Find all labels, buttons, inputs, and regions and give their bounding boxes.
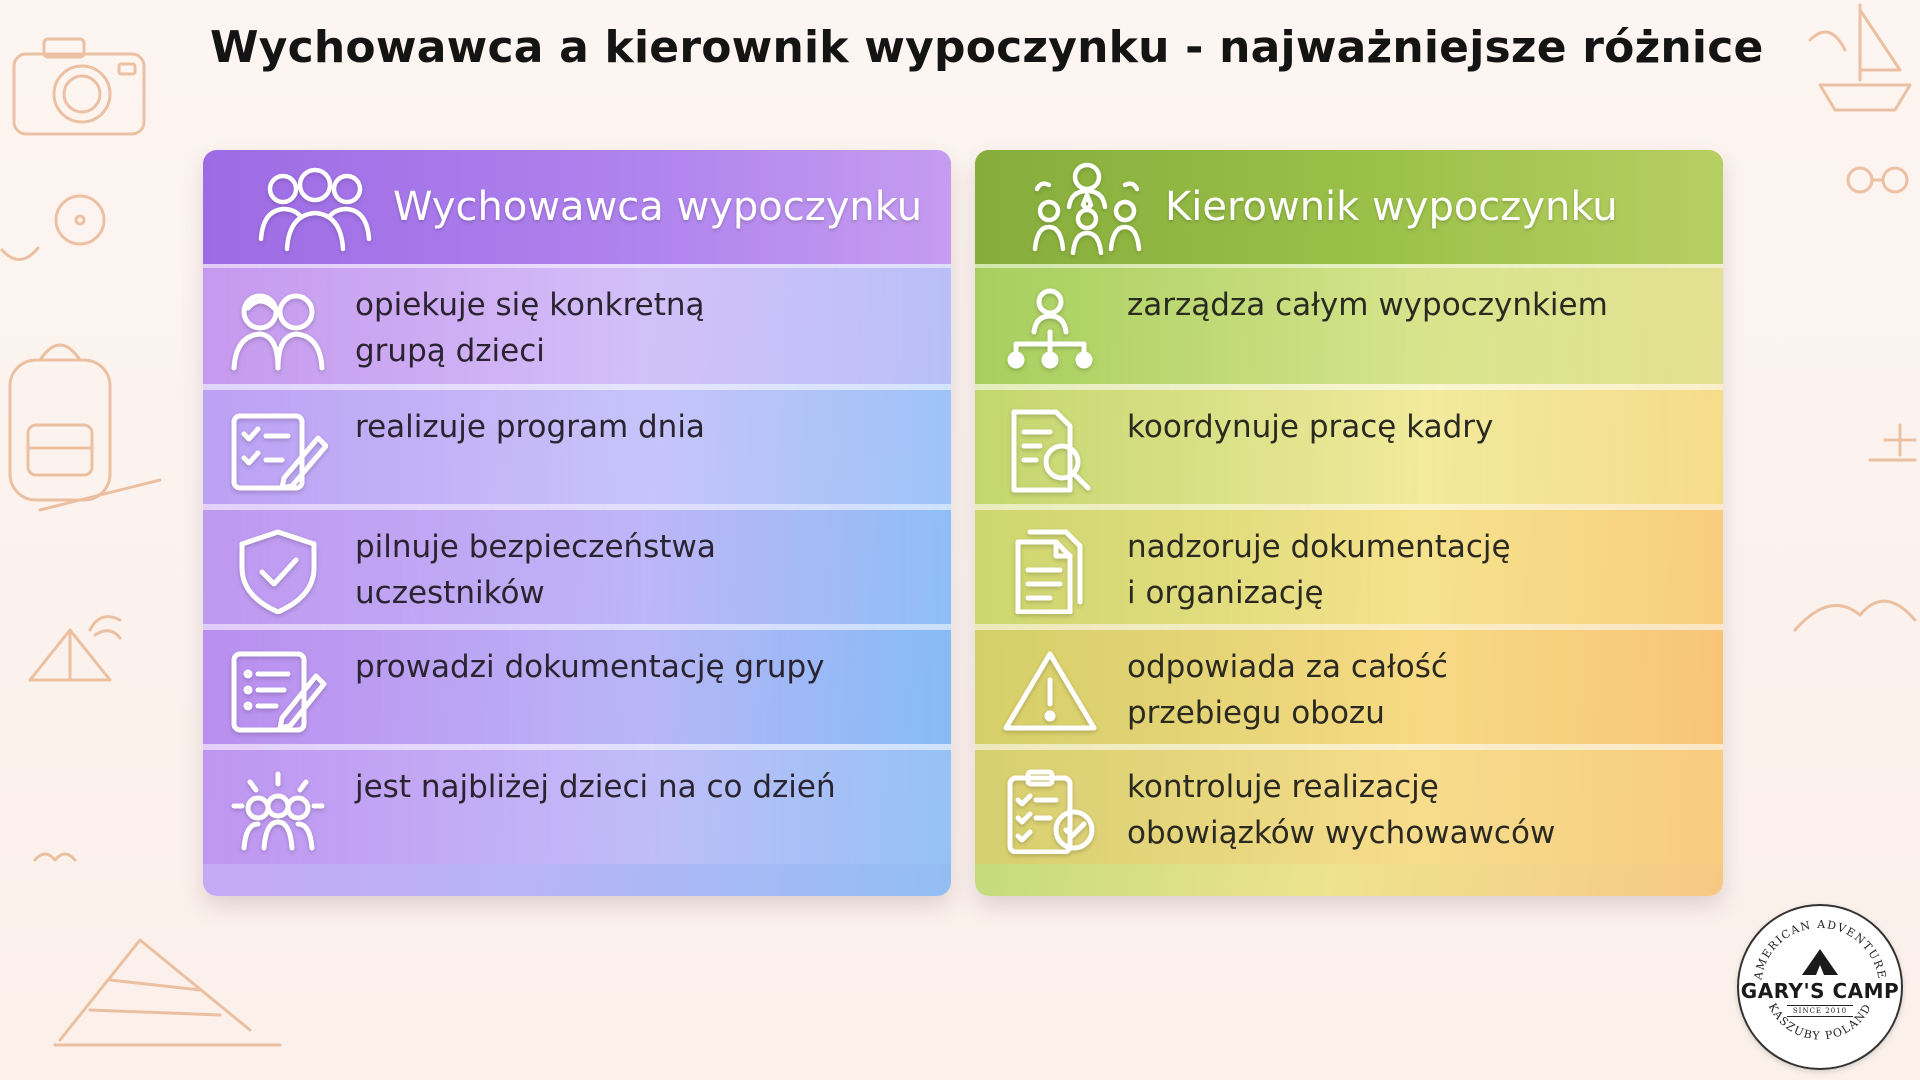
cup-doodle-icon [1860,410,1920,470]
item-text-line: pilnuje bezpieczeństwa [355,529,716,565]
bird-doodle-icon [30,840,90,870]
educator-item-4 [203,624,951,744]
warning-triangle-icon [1000,648,1100,734]
manager-item-5 [975,744,1723,864]
circles-doodle-icon [0,190,120,280]
sailboat-doodle-icon [1800,0,1920,120]
logo-since: SINCE 2010 [1787,1005,1853,1017]
tent-palm-doodle-icon [20,610,130,690]
item-text-line: uczestników [355,575,545,611]
mountain-tent-doodle-icon [50,920,290,1060]
checklist-pencil-icon [228,408,328,494]
camera-doodle-icon [4,24,154,144]
logo-arc-text [1739,906,1901,1068]
shield-check-icon [228,528,328,614]
item-text-line: zarządza całym wypoczynkiem [1127,287,1608,323]
item-text-line: koordynuje pracę kadry [1127,409,1494,445]
item-text-line: realizuje program dnia [355,409,705,445]
logo-bottom-arc: KASZUBY POLAND [1765,1000,1875,1043]
document-pencil-icon [228,648,328,734]
manager-column [975,150,1723,896]
org-chart-icon [1000,286,1100,372]
clipboard-check-icon [1000,768,1100,854]
page-title: Wychowawca a kierownik wypoczynku - najważniejsze różnice [210,22,1764,73]
educator-item-1 [203,264,951,384]
educator-item-3 [203,504,951,624]
item-text-line: obowiązków wychowawców [1127,815,1556,851]
two-people-icon [228,286,328,372]
item-text-line: przebiegu obozu [1127,695,1385,731]
glasses-doodle-icon [1840,160,1920,200]
educator-column [203,150,951,896]
item-text-line: nadzoruje dokumentację [1127,529,1511,565]
item-text-line: i organizację [1127,575,1324,611]
manager-header-title: Kierownik wypoczynku [1165,184,1618,230]
manager-item-4 [975,624,1723,744]
happy-group-icon [228,768,328,854]
garys-camp-logo [1737,904,1903,1070]
documents-icon [1000,528,1100,614]
manager-item-2 [975,384,1723,504]
item-text-line: jest najbliżej dzieci na co dzień [355,769,836,805]
item-text-line: odpowiada za całość [1127,649,1448,685]
group-of-people-icon [255,159,375,255]
team-leader-icon [1027,159,1147,255]
logo-top-arc: AMERICAN ADVENTURE [1751,917,1889,981]
item-text-line: prowadzi dokumentację grupy [355,649,825,685]
logo-name: GARY'S CAMP [1740,979,1900,1003]
item-text-line: grupą dzieci [355,333,545,369]
manager-item-1 [975,264,1723,384]
manager-item-3 [975,504,1723,624]
manager-header [975,150,1723,264]
backpack-doodle-icon [0,330,170,520]
item-text-line: opiekuje się konkretną [355,287,705,323]
educator-header [203,150,951,264]
hill-doodle-icon [1790,580,1920,640]
educator-header-title: Wychowawca wypoczynku [393,184,923,230]
educator-item-5 [203,744,951,864]
educator-item-2 [203,384,951,504]
document-search-icon [1000,408,1100,494]
item-text-line: kontroluje realizację [1127,769,1439,805]
